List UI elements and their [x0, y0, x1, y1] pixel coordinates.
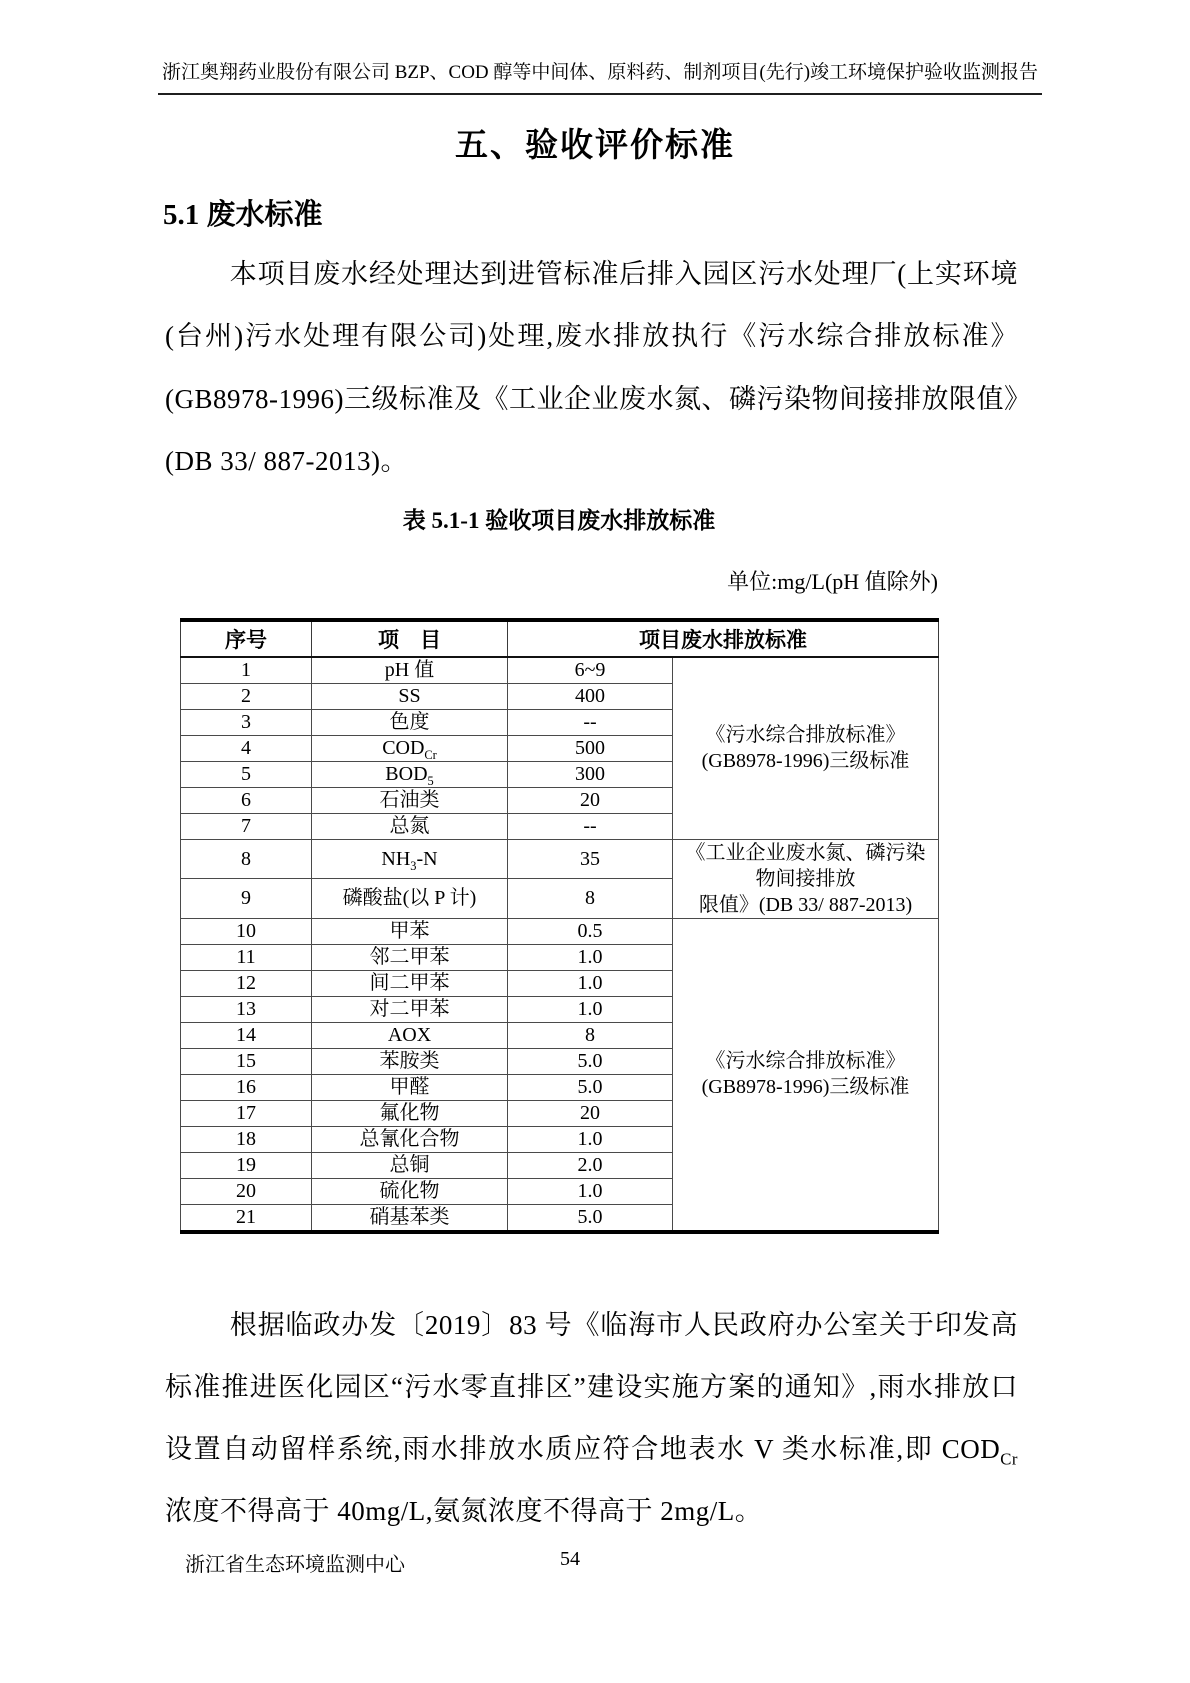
table-cell: 1.0 [508, 996, 673, 1022]
unit-note: 单位:mg/L(pH 值除外) [727, 568, 938, 594]
table-cell: 5.0 [508, 1204, 673, 1232]
table-cell: SS [312, 683, 508, 709]
table-cell: $COD_{Cr}$ [312, 735, 508, 761]
table-cell: 0.5 [508, 918, 673, 944]
wastewater-standards-table [180, 618, 939, 1234]
table-cell: 10 [181, 918, 312, 944]
table-row [181, 918, 939, 944]
column-header-no: 序号 [181, 620, 312, 657]
table-cell: 9 [181, 879, 312, 919]
table-cell: 2 [181, 683, 312, 709]
table-cell: 3 [181, 709, 312, 735]
table-cell: 20 [181, 1178, 312, 1204]
table-cell: 11 [181, 944, 312, 970]
table-cell: pH 值 [312, 657, 508, 684]
section-title: 5.1 废水标准 [163, 199, 323, 232]
table-cell: 17 [181, 1100, 312, 1126]
table-cell: -- [508, 709, 673, 735]
table-cell: 1.0 [508, 970, 673, 996]
chapter-title: 五、验收评价标准 [455, 128, 735, 165]
table-cell: 21 [181, 1204, 312, 1232]
column-header-item: 项 目 [312, 620, 508, 657]
table-cell: 对二甲苯 [312, 996, 508, 1022]
table-cell: 石油类 [312, 787, 508, 813]
paragraph-wastewater-intro: 本项目废水经处理达到进管标准后排入园区污水处理厂(上实环境(台州)污水处理有限公司)处理,废水排放执行《污水综合排放标准》(GB8978-1996)三级标准及《工业企业废水氮、磷污染物间接排放限值》(DB 33/ 887-2013)。 [165, 259, 1018, 476]
table-cell: 5 [181, 761, 312, 787]
standard-cell: 《污水综合排放标准》 (GB8978-1996)三级标准 [673, 657, 939, 840]
table-cell: 400 [508, 683, 673, 709]
table-cell: 19 [181, 1152, 312, 1178]
footer-page-number: 54 [560, 1548, 580, 1570]
table-cell: 500 [508, 735, 673, 761]
table-cell: 氟化物 [312, 1100, 508, 1126]
page-footer [0, 1548, 1190, 1578]
table-cell: 16 [181, 1074, 312, 1100]
table-cell: $NH_3-N$ [312, 839, 508, 879]
table-cell: 6~9 [508, 657, 673, 684]
table-header-row [181, 620, 939, 657]
table-cell: 2.0 [508, 1152, 673, 1178]
table-cell: 色度 [312, 709, 508, 735]
table-cell: 8 [508, 1022, 673, 1048]
table-cell: 1 [181, 657, 312, 684]
table-cell: 300 [508, 761, 673, 787]
table-cell: 间二甲苯 [312, 970, 508, 996]
table-cell: 甲苯 [312, 918, 508, 944]
footer-organization: 浙江省生态环境监测中心 [185, 1554, 405, 1576]
table-cell: 苯胺类 [312, 1048, 508, 1074]
table-cell: 1.0 [508, 1126, 673, 1152]
table-cell: AOX [312, 1022, 508, 1048]
table-cell: 8 [181, 839, 312, 879]
table-cell: -- [508, 813, 673, 839]
table-cell: 35 [508, 839, 673, 879]
table-cell: 1.0 [508, 944, 673, 970]
table-caption: 表 5.1-1 验收项目废水排放标准 [402, 507, 716, 533]
table-cell: 硫化物 [312, 1178, 508, 1204]
standard-cell: 《污水综合排放标准》 (GB8978-1996)三级标准 [673, 918, 939, 1232]
table-cell: 7 [181, 813, 312, 839]
table-cell: 总氰化合物 [312, 1126, 508, 1152]
table-cell: 18 [181, 1126, 312, 1152]
table-cell: 5.0 [508, 1048, 673, 1074]
table-cell: 12 [181, 970, 312, 996]
table-row [181, 839, 939, 879]
column-header-standard: 项目废水排放标准 [508, 620, 939, 657]
table-cell: 4 [181, 735, 312, 761]
table-cell: 总氮 [312, 813, 508, 839]
table-cell: 总铜 [312, 1152, 508, 1178]
table-cell: 20 [508, 1100, 673, 1126]
table-cell: 8 [508, 879, 673, 919]
table-cell: 14 [181, 1022, 312, 1048]
standards-table-body [181, 657, 939, 1232]
table-cell: $BOD_5$ [312, 761, 508, 787]
table-cell: 1.0 [508, 1178, 673, 1204]
table-cell: 磷酸盐(以 P 计) [312, 879, 508, 919]
standard-cell: 《工业企业废水氮、磷污染物间接排放 限值》(DB 33/ 887-2013) [673, 839, 939, 918]
paragraph-rainwater-requirement: 根据临政办发〔2019〕83 号《临海市人民政府办公室关于印发高标准推进医化园区“污水零直排区”建设实施方案的通知》,雨水排放口设置自动留样系统,雨水排放水质应符合地表水 V 类水标准,即 $COD_{Cr}$ 浓度不得高于 40mg/L,氨氮浓度不得高于 2mg/L。 [165, 1309, 1018, 1527]
document-header: 浙江奥翔药业股份有限公司 BZP、COD 醇等中间体、原料药、制剂项目(先行)竣工环境保护验收监测报告 [158, 58, 1042, 95]
table-cell: 甲醛 [312, 1074, 508, 1100]
table-cell: 20 [508, 787, 673, 813]
table-cell: 15 [181, 1048, 312, 1074]
table-row [181, 657, 939, 684]
table-cell: 13 [181, 996, 312, 1022]
table-cell: 5.0 [508, 1074, 673, 1100]
table-cell: 硝基苯类 [312, 1204, 508, 1232]
table-cell: 6 [181, 787, 312, 813]
table-cell: 邻二甲苯 [312, 944, 508, 970]
